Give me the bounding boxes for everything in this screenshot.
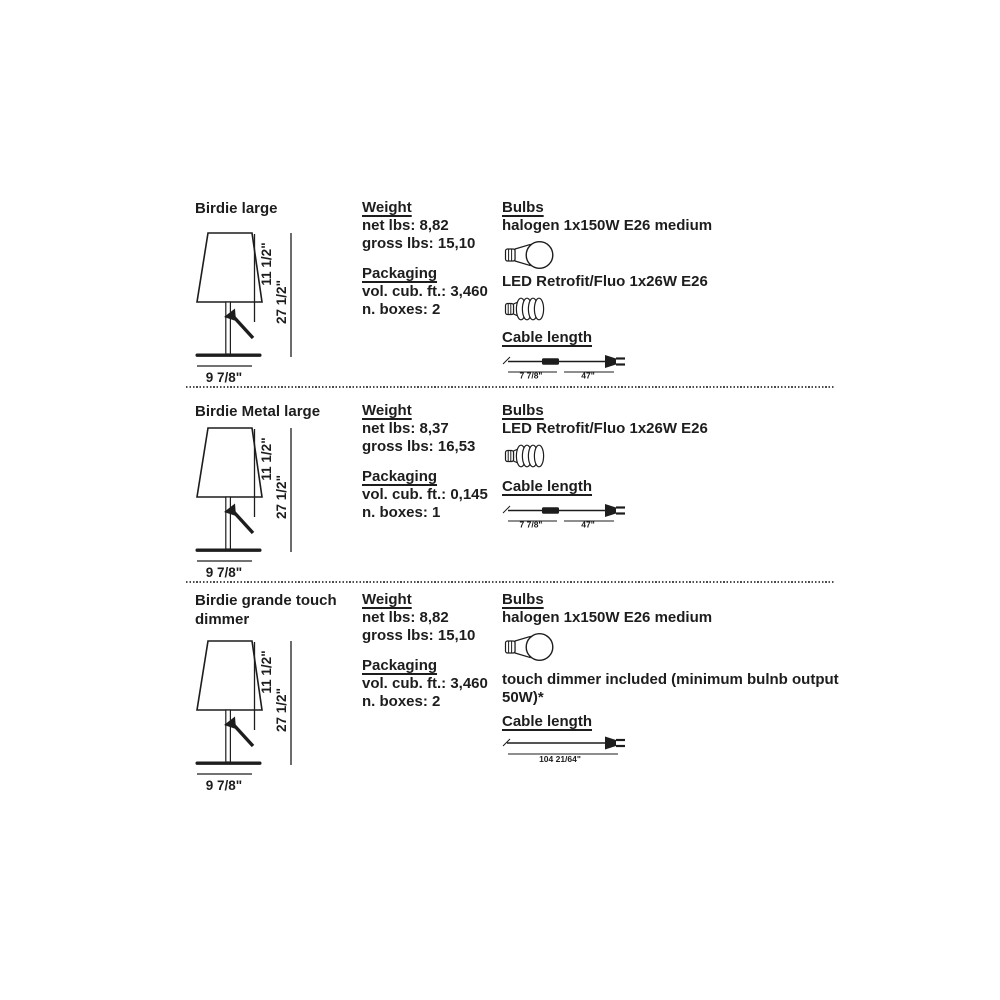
total-height-label: 27 1/2": [274, 688, 289, 732]
bulb-spec-1: halogen 1x150W E26 medium: [502, 609, 713, 626]
section-title: Birdie large: [195, 200, 278, 217]
total-height-label: 27 1/2": [274, 475, 289, 519]
touch-dimmer-note: touch dimmer included (minimum bulnb output 50W)*: [502, 671, 839, 706]
cable-segment2-label: 47": [581, 519, 595, 528]
cable-segment1-label: 7 7/8": [519, 519, 543, 528]
packaging-heading: Packaging: [362, 265, 438, 282]
cable-segment1-label: 7 7/8": [519, 370, 543, 379]
bulbs-heading: Bulbs: [502, 591, 544, 608]
lamp-diagram: [195, 634, 300, 798]
section-title: Birdie grande touch dimmer: [195, 592, 337, 628]
shade-height-label: 11 1/2": [259, 437, 274, 481]
cfl-bulb-icon: [504, 295, 548, 323]
packaging-boxes: n. boxes: 2: [362, 693, 441, 710]
weight-packaging-column: [362, 402, 512, 522]
section-separator: [186, 581, 834, 583]
cable-diagram: [502, 733, 637, 763]
packaging-boxes: n. boxes: 1: [362, 504, 441, 521]
bulb-spec-2: LED Retrofit/Fluo 1x26W E26: [502, 273, 708, 290]
weight-heading: Weight: [362, 402, 412, 419]
bulb-spec-1: LED Retrofit/Fluo 1x26W E26: [502, 420, 708, 437]
packaging-boxes: n. boxes: 2: [362, 301, 441, 318]
cable-length-heading: Cable length: [502, 478, 593, 495]
bulb-spec-1: halogen 1x150W E26 medium: [502, 217, 713, 234]
cable-diagram: [502, 498, 637, 528]
weight-gross: gross lbs: 16,53: [362, 438, 476, 455]
weight-packaging-column: [362, 591, 512, 711]
cable-segment2-label: 47": [581, 370, 595, 379]
base-width-label: 9 7/8": [205, 565, 243, 580]
lamp-diagram: [195, 226, 300, 390]
shade-height-label: 11 1/2": [259, 650, 274, 694]
incandescent-bulb-icon: [504, 239, 560, 271]
incandescent-bulb-icon: [504, 631, 560, 663]
weight-heading: Weight: [362, 199, 412, 216]
weight-net: net lbs: 8,82: [362, 609, 449, 626]
cable-length-heading: Cable length: [502, 713, 593, 730]
weight-gross: gross lbs: 15,10: [362, 235, 476, 252]
bulbs-column: [502, 199, 842, 379]
packaging-heading: Packaging: [362, 657, 438, 674]
weight-heading: Weight: [362, 591, 412, 608]
lamp-diagram: [195, 421, 300, 585]
packaging-volume: vol. cub. ft.: 3,460: [362, 675, 488, 692]
cable-total-label: 104 21/64": [539, 754, 581, 763]
base-width-label: 9 7/8": [205, 778, 243, 793]
cable-diagram: [502, 349, 637, 379]
bulbs-column: [502, 591, 842, 763]
section-separator: [186, 386, 834, 388]
weight-packaging-column: [362, 199, 512, 319]
total-height-label: 27 1/2": [274, 280, 289, 324]
bulbs-heading: Bulbs: [502, 199, 544, 216]
weight-net: net lbs: 8,37: [362, 420, 449, 437]
bulbs-column: [502, 402, 842, 528]
packaging-heading: Packaging: [362, 468, 438, 485]
cfl-bulb-icon: [504, 442, 548, 470]
bulbs-heading: Bulbs: [502, 402, 544, 419]
section-title: Birdie Metal large: [195, 403, 321, 420]
weight-gross: gross lbs: 15,10: [362, 627, 476, 644]
packaging-volume: vol. cub. ft.: 0,145: [362, 486, 488, 503]
weight-net: net lbs: 8,82: [362, 217, 449, 234]
cable-length-heading: Cable length: [502, 329, 593, 346]
packaging-volume: vol. cub. ft.: 3,460: [362, 283, 488, 300]
shade-height-label: 11 1/2": [259, 242, 274, 286]
base-width-label: 9 7/8": [205, 370, 243, 385]
